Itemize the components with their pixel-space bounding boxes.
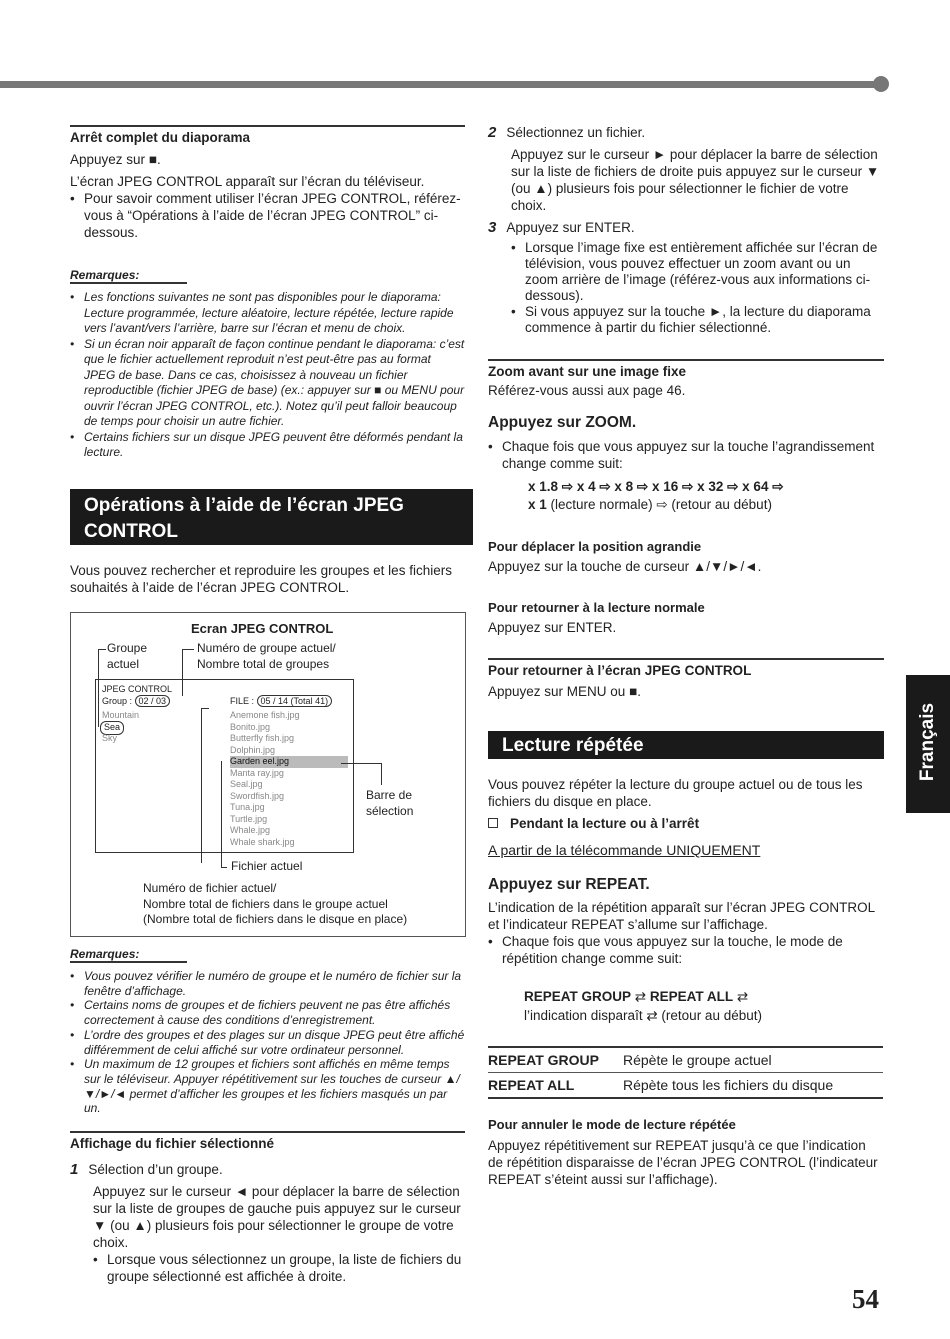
cycle-arrow-icon: ⇄	[646, 1008, 658, 1023]
repeat-table	[488, 1046, 883, 1099]
remote-only: A partir de la télécommande UNIQUEMENT	[488, 842, 761, 858]
step2-title: Sélectionnez un fichier.	[506, 125, 646, 140]
zoom-bullet: • Chaque fois que vous appuyez sur la touche l’agrandissement change comme suit:	[488, 438, 884, 472]
arret-bullet: • Pour savoir comment utiliser l’écran JPEG CONTROL, référez-vous à “Opérations à l’aide de l’écran JPEG CONTROL” ci-dessous.	[70, 190, 465, 241]
table-cell: REPEAT GROUP	[488, 1047, 623, 1073]
num-groupe-label: Numéro de groupe actuel/ Nombre total de groupes	[197, 641, 336, 671]
annuler-heading: Pour annuler le mode de lecture répétée	[488, 1117, 736, 1132]
fichier-actuel-label: Fichier actuel	[231, 859, 303, 873]
step2-number: 2	[488, 124, 497, 141]
lecture-banner	[488, 731, 884, 759]
zoom-sequence: x 1.8 ⇨ x 4 ⇨ x 8 ⇨ x 16 ⇨ x 32 ⇨ x 64 ⇨	[528, 479, 784, 494]
deplacer-text: Appuyez sur la touche de curseur ▲/▼/►/◄.	[488, 559, 762, 574]
arret-section	[70, 125, 465, 241]
remark-item: • L’ordre des groupes et des plages sur un disque JPEG peut être affiché différemment de celui affiché sur votre ordinateur personnel.	[70, 1028, 465, 1057]
group-item-selected[interactable]: Sea	[100, 721, 124, 735]
group-item[interactable]: Sky	[102, 733, 118, 743]
group-label: Group :	[102, 696, 133, 706]
remark-item: • Un maximum de 12 groupes et fichiers sont affichés en même temps sur le téléviseur. Appuyer répétitivement sur les touches de curseur ▲/▼/►/◄ permet d’afficher les groupes et les fichiers masqués un par un.	[70, 1057, 465, 1116]
step2-text: Appuyez sur le curseur ► pour déplacer la barre de sélection sur la liste de fichiers de droite puis appuyez sur le curseur ▼ (ou ▲) plusieurs fois pour sélectionner le fichier de votre choix.	[511, 147, 880, 213]
file-item[interactable]: Bonito.jpg	[230, 721, 271, 732]
file-item[interactable]: Tuna.jpg	[230, 802, 265, 812]
remarks-1	[70, 266, 465, 461]
table-cell: REPEAT ALL	[488, 1073, 623, 1099]
deplacer-heading: Pour déplacer la position agrandie	[488, 539, 702, 554]
affichage-section	[70, 1131, 465, 1285]
repeat-bullet: • Chaque fois que vous appuyez sur la touche, le mode de répétition change comme suit:	[488, 933, 884, 967]
retour-ecran-heading: Pour retourner à l’écran JPEG CONTROL	[488, 658, 884, 678]
remark-item: • Les fonctions suivantes ne sont pas disponibles pour le diaporama: Lecture programmée, lecture aléatoire, lecture répétée, lecture rapide vers l’avant/vers l’arrière, barre sur l’écran et menu de choix.	[70, 290, 465, 337]
file-label: FILE :	[230, 696, 255, 706]
diagram-box	[70, 612, 466, 937]
arret-p1: Appuyez sur ■.	[70, 152, 161, 167]
step3-number: 3	[488, 219, 497, 236]
num-fichier-line1: Numéro de fichier actuel/	[143, 881, 277, 895]
arret-heading: Arrêt complet du diaporama	[70, 125, 465, 145]
repeat-sub: Appuyez sur REPEAT.	[488, 876, 650, 893]
file-item[interactable]: Whale shark.jpg	[230, 836, 295, 847]
file-item-selected[interactable]: Garden eel.jpg	[230, 756, 348, 768]
deplacer-section	[488, 539, 884, 575]
checkbox-icon	[488, 818, 498, 828]
file-item[interactable]: Dolphin.jpg	[230, 744, 276, 755]
table-row	[488, 1047, 883, 1073]
table-row	[488, 1073, 883, 1099]
lecture-section	[488, 776, 884, 1188]
step1-number: 1	[70, 1161, 79, 1178]
steps-2-3	[488, 124, 884, 336]
language-tab	[906, 675, 950, 813]
file-item[interactable]: Whale.jpg	[230, 825, 271, 835]
cycle-arrow-icon: ⇄	[634, 989, 647, 1004]
table-cell: Répète tous les fichiers du disque	[623, 1073, 883, 1099]
cycle-repeat-group: REPEAT GROUP	[524, 989, 632, 1004]
step3-bullet: • Lorsque l’image fixe est entièrement affichée sur l’écran de télévision, vous pouvez effectuer un zoom avant ou un zoom arrière de l’image (référez-vous aux informations ci-dessous).	[511, 240, 884, 304]
zoom-ref: Référez-vous aussi aux page 46.	[488, 383, 686, 398]
remarks-label: Remarques:	[70, 947, 187, 963]
cycle-disappear: l’indication disparaît	[524, 1008, 643, 1023]
repeat-p: L’indication de la répétition apparaît sur l’écran JPEG CONTROL et l’indicateur REPEAT s’allume sur l’affichage.	[488, 900, 875, 932]
remark-item: • Certains noms de groupes et de fichiers peuvent ne pas être affichés correctement à cause des conditions d’enregistrement.	[70, 998, 465, 1027]
ops-intro: Vous pouvez rechercher et reproduire les groupes et les fichiers souhaités à l’aide de l’écran JPEG CONTROL.	[70, 563, 452, 595]
affichage-heading: Affichage du fichier sélectionné	[70, 1131, 465, 1151]
file-item[interactable]: Seal.jpg	[230, 779, 263, 789]
page-number: 54	[852, 1284, 879, 1314]
num-fichier-line2: Nombre total de fichiers dans le groupe actuel	[143, 896, 388, 911]
file-item[interactable]: Anemone fish.jpg	[230, 710, 300, 720]
remark-item: • Si un écran noir apparaît de façon continue pendant le diaporama: c’est que le fichier actuellement reproduit n’est peut-être pas au format JPEG de base. Dans ce cas, choisissez à nouveau un fichier reproductible (fichier JPEG de base) (ex.: appuyer sur ■ ou MENU pour ouvrir l’écran JPEG CONTROL, etc.). Notez qu’il peut falloir beaucoup de temps pour choisir un autre fichier.	[70, 337, 465, 430]
top-rule-dot	[873, 76, 889, 92]
step3-title: Appuyez sur ENTER.	[506, 220, 635, 235]
top-rule	[0, 81, 880, 88]
retour-lecture-heading: Pour retourner à la lecture normale	[488, 600, 705, 615]
file-value: 05 / 14 (Total 41)	[257, 695, 333, 707]
language-tab-label: Français	[917, 702, 938, 782]
zoom-section	[488, 359, 884, 513]
groupe-actuel-label: Groupe actuel	[107, 641, 148, 671]
diagram-title: Ecran JPEG CONTROL	[191, 621, 334, 636]
arret-p2: L’écran JPEG CONTROL apparaît sur l’écran du téléviseur.	[70, 174, 425, 189]
ops-title-1: Opérations à l’aide de l’écran JPEG	[84, 495, 404, 516]
screen-title: JPEG CONTROL	[102, 684, 173, 694]
annuler-text: Appuyez répétitivement sur REPEAT jusqu’à ce que l’indication de répétition disparaisse de l’écran JPEG CONTROL (l’indicateur REPEAT s’éteint aussi sur l’affichage).	[488, 1138, 878, 1187]
step1-title: Sélection d’un groupe.	[88, 1162, 223, 1177]
remark-item: • Vous pouvez vérifier le numéro de groupe et le numéro de fichier sur la fenêtre d’affichage.	[70, 969, 465, 998]
ops-banner	[70, 489, 473, 545]
retour-ecran-section	[488, 658, 884, 700]
cycle-back: (retour au début)	[661, 1008, 762, 1023]
step3-bullet: • Si vous appuyez sur la touche ►, la lecture du diaporama commence à partir du fichier sélectionné.	[511, 304, 884, 336]
zoom-sub: Appuyez sur ZOOM.	[488, 414, 637, 431]
jpeg-control-screen	[95, 679, 354, 853]
retour-lecture-text: Appuyez sur ENTER.	[488, 620, 617, 635]
file-item[interactable]: Turtle.jpg	[230, 813, 268, 824]
lecture-title: Lecture répétée	[502, 735, 644, 756]
zoom-x1: x 1	[528, 497, 547, 512]
cycle-arrow-icon: ⇄	[736, 989, 749, 1004]
step1-text: Appuyez sur le curseur ◄ pour déplacer la barre de sélection sur la liste de groupes de gauche puis appuyez sur le curseur ▼ (ou ▲) plusieurs fois pour sélectionner le groupe de votre choix.	[93, 1184, 461, 1250]
step1-bullet: • Lorsque vous sélectionnez un groupe, la liste de fichiers du groupe sélectionné est affichée à droite.	[93, 1251, 465, 1285]
file-item[interactable]: Manta ray.jpg	[230, 767, 284, 778]
remark-item: • Certains fichiers sur un disque JPEG peuvent être déformés pendant la lecture.	[70, 430, 465, 461]
cycle-repeat-all: REPEAT ALL	[649, 989, 734, 1004]
zoom-seq-end: (lecture normale) ⇨ (retour au début)	[546, 497, 772, 512]
ops-title-2: CONTROL	[84, 521, 178, 542]
retour-lecture-section	[488, 600, 884, 636]
file-item[interactable]: Butterfly fish.jpg	[230, 733, 295, 743]
remarks-label: Remarques:	[70, 268, 187, 284]
num-fichier-line3: (Nombre total de fichiers dans le disque en place)	[143, 912, 408, 926]
barre-selection-label: Barre de sélection	[366, 788, 414, 818]
retour-ecran-text: Appuyez sur MENU ou ■.	[488, 684, 641, 699]
file-item[interactable]: Swordfish.jpg	[230, 790, 285, 801]
zoom-heading: Zoom avant sur une image fixe	[488, 359, 884, 379]
lecture-checkbox-label: Pendant la lecture ou à l’arrêt	[510, 816, 700, 831]
group-value: 02 / 03	[135, 695, 171, 707]
table-cell: Répète le groupe actuel	[623, 1047, 883, 1073]
group-item[interactable]: Mountain	[102, 710, 140, 720]
lecture-intro: Vous pouvez répéter la lecture du groupe actuel ou de tous les fichiers du disque en place.	[488, 777, 863, 809]
remarks-2	[70, 945, 465, 1116]
